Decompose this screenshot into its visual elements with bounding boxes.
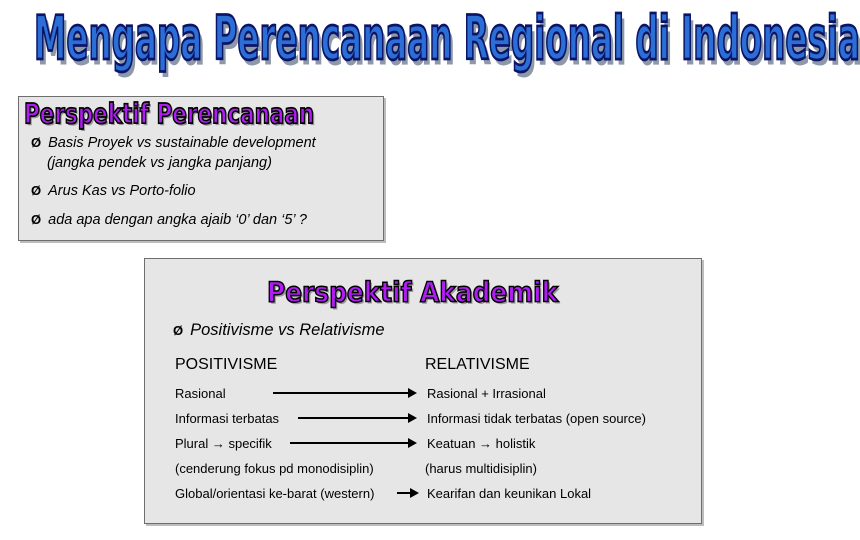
bullet-arrow-icon: Ø xyxy=(31,135,42,150)
bullet-arrow-icon: Ø xyxy=(31,212,42,227)
planning-bullet-1-text: Basis Proyek vs sustainable development xyxy=(48,135,316,151)
positivism-row-1: Rasional xyxy=(175,386,226,401)
row-5-arrow xyxy=(397,487,419,499)
arrow-head-icon xyxy=(408,438,417,448)
planning-bullet-1 xyxy=(31,135,316,151)
planning-bullet-3 xyxy=(31,212,307,228)
relativism-row-5: Kearifan dan keunikan Lokal xyxy=(427,486,592,501)
relativism-row-3: Keatuan → holistik xyxy=(427,436,536,451)
positivism-header: POSITIVISME xyxy=(175,356,278,373)
relativism-header: RELATIVISME xyxy=(425,356,530,373)
page-title: Mengapa Perencanaan Regional di Indonesia xyxy=(34,4,860,75)
academic-perspective-box xyxy=(144,258,702,524)
positivism-row-4: (cenderung fokus pd monodisiplin) xyxy=(175,461,374,476)
planning-bullet-2-text: Arus Kas vs Porto-folio xyxy=(48,183,196,199)
row-2-arrow xyxy=(298,412,417,424)
planning-bullet-3-text: ada apa dengan angka ajaib ‘0’ dan ‘5’ ? xyxy=(48,212,307,228)
relativism-row-4: (harus multidisiplin) xyxy=(425,461,537,476)
planning-bullet-2 xyxy=(31,183,196,199)
bullet-arrow-icon: Ø xyxy=(173,323,184,338)
arrow-head-icon xyxy=(408,413,417,423)
positivism-row-2: Informasi terbatas xyxy=(175,411,280,426)
planning-perspective-box xyxy=(18,96,384,241)
positivism-row-5: Global/orientasi ke-barat (western) xyxy=(175,486,375,501)
planning-perspective-title: Perspektif Perencanaan xyxy=(24,97,315,130)
relativism-row-2: Informasi tidak terbatas (open source) xyxy=(427,411,646,426)
planning-bullet-1-continued: (jangka pendek vs jangka panjang) xyxy=(47,155,272,171)
academic-subtitle xyxy=(173,321,385,340)
bullet-arrow-icon: Ø xyxy=(31,183,42,198)
positivism-row-3: Plural → specifik xyxy=(175,436,272,451)
academic-subtitle-text: Positivisme vs Relativisme xyxy=(190,321,385,339)
row-3-arrow xyxy=(290,437,417,449)
arrow-head-icon xyxy=(410,488,419,498)
row-1-arrow xyxy=(273,387,417,399)
academic-perspective-title: Perspektif Akademik xyxy=(267,277,559,309)
arrow-head-icon xyxy=(408,388,417,398)
relativism-row-1: Rasional + Irrasional xyxy=(427,386,546,401)
